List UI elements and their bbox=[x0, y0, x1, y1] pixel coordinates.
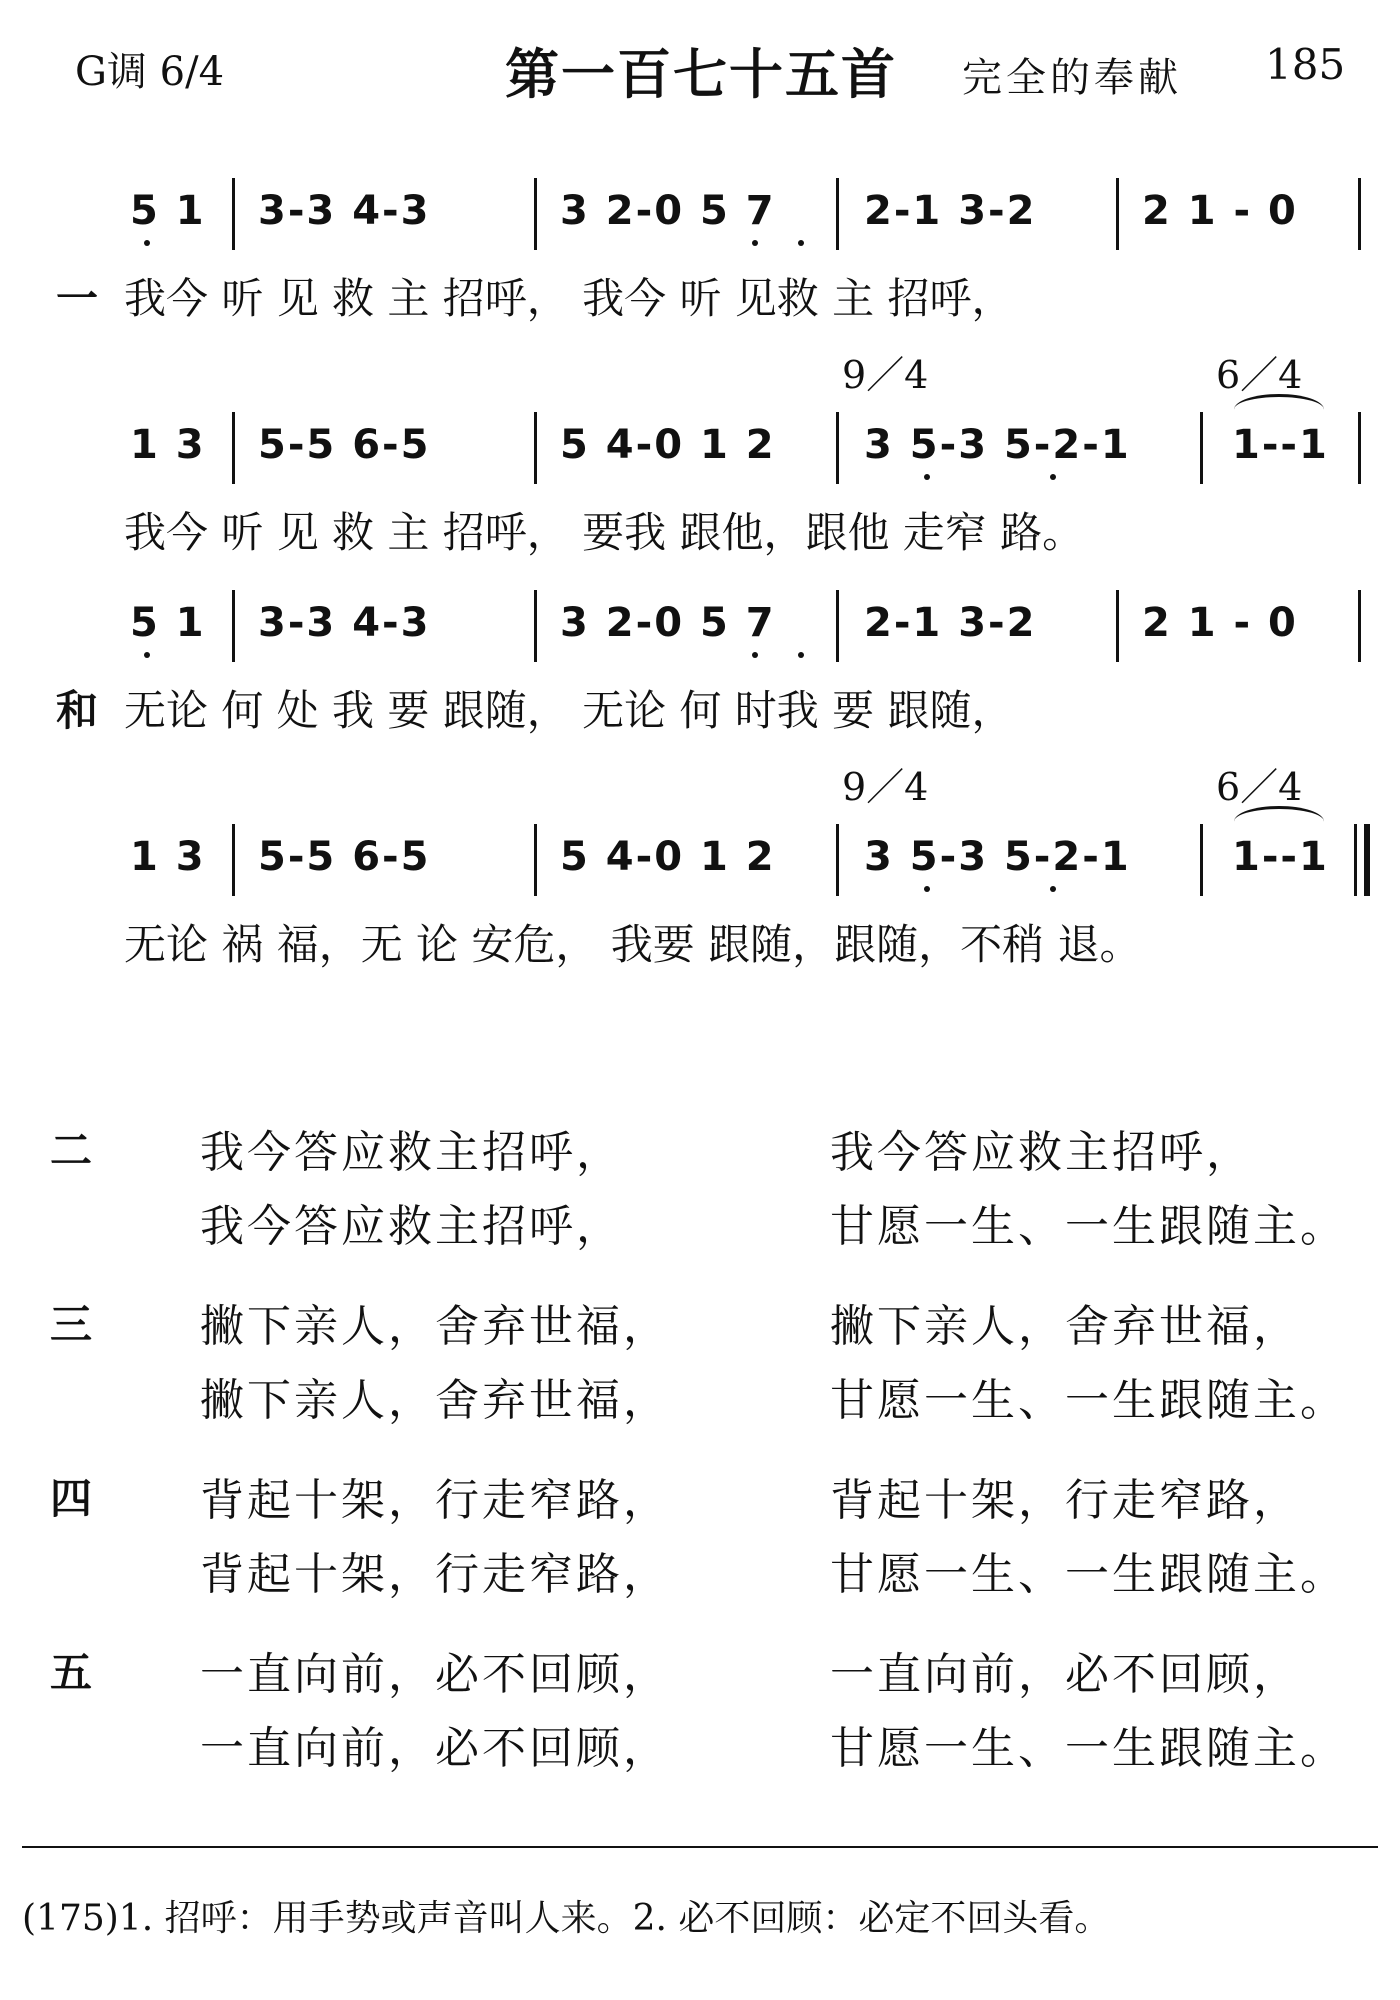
barline bbox=[232, 178, 235, 250]
barline bbox=[232, 590, 235, 662]
barline bbox=[1358, 412, 1361, 484]
octave-dot bbox=[144, 652, 150, 658]
verse-label: 五 bbox=[50, 1648, 93, 1697]
barline bbox=[534, 824, 537, 896]
measure: 3 5-3 5-2-1 bbox=[864, 422, 1131, 468]
verse-line: 甘愿一生、一生跟随主。 bbox=[830, 1201, 1347, 1252]
meter-change: 9／4 bbox=[842, 353, 929, 397]
octave-dot bbox=[924, 474, 930, 480]
measure: 5 4-0 1 2 bbox=[560, 422, 776, 468]
verse-line: 背起十架，行走窄路， bbox=[830, 1475, 1300, 1526]
measure: 2-1 3-2 bbox=[864, 188, 1037, 234]
measure: 3-3 4-3 bbox=[258, 600, 431, 646]
barline bbox=[1116, 590, 1119, 662]
barline bbox=[232, 824, 235, 896]
notation-row bbox=[0, 590, 1400, 670]
barline bbox=[1200, 824, 1203, 896]
barline bbox=[836, 178, 839, 250]
measure: 5 4-0 1 2 bbox=[560, 834, 776, 880]
verse-label: 三 bbox=[50, 1300, 93, 1349]
measure-pickup: 1 3 bbox=[130, 422, 206, 468]
verse-line: 我今答应救主招呼， bbox=[200, 1201, 623, 1252]
verse-number: 和 bbox=[56, 686, 99, 735]
barline bbox=[1200, 412, 1203, 484]
octave-dot bbox=[1050, 474, 1056, 480]
barline bbox=[836, 824, 839, 896]
measure: 1--1 bbox=[1232, 422, 1329, 468]
verse-line: 甘愿一生、一生跟随主。 bbox=[830, 1549, 1347, 1600]
verse-line: 一直向前，必不回顾， bbox=[200, 1723, 670, 1774]
hymn-subtitle: 完全的奉献 bbox=[962, 55, 1182, 101]
lyric-line: 无论 祸 福，无 论 安危， 我要 跟随，跟随，不稍 退。 bbox=[124, 920, 1142, 969]
octave-dot bbox=[924, 886, 930, 892]
measure: 3-3 4-3 bbox=[258, 188, 431, 234]
measure: 3 2-0 5 7 bbox=[560, 600, 776, 646]
measure: 3 5-3 5-2-1 bbox=[864, 834, 1131, 880]
footnote-divider bbox=[22, 1846, 1378, 1848]
notation-row bbox=[0, 412, 1400, 492]
octave-dot bbox=[144, 240, 150, 246]
verse-line: 我今答应救主招呼， bbox=[200, 1127, 623, 1178]
lyric-line: 无论 何 处 我 要 跟随， 无论 何 时我 要 跟随， bbox=[124, 686, 1014, 735]
octave-dot bbox=[1050, 886, 1056, 892]
notation-row bbox=[0, 178, 1400, 258]
measure: 1--1 bbox=[1232, 834, 1329, 880]
measure: 3 2-0 5 7 bbox=[560, 188, 776, 234]
measure: 5-5 6-5 bbox=[258, 834, 431, 880]
key-signature: G调 6/4 bbox=[75, 49, 225, 95]
measure: 5-5 6-5 bbox=[258, 422, 431, 468]
footnote: (175)1. 招呼：用手势或声音叫人来。2. 必不回顾：必定不回头看。 bbox=[22, 1898, 1111, 1939]
measure-pickup: 5 1 bbox=[130, 600, 206, 646]
meter-change: 9／4 bbox=[842, 765, 929, 809]
final-barline bbox=[1364, 824, 1370, 896]
barline bbox=[1358, 590, 1361, 662]
barline bbox=[836, 590, 839, 662]
octave-dot bbox=[752, 652, 758, 658]
barline bbox=[1354, 824, 1357, 896]
notation-row bbox=[0, 824, 1400, 904]
barline bbox=[1358, 178, 1361, 250]
measure: 2 1 - 0 bbox=[1142, 600, 1298, 646]
verse-line: 我今答应救主招呼， bbox=[830, 1127, 1253, 1178]
barline bbox=[232, 412, 235, 484]
octave-dot bbox=[752, 240, 758, 246]
barline bbox=[534, 412, 537, 484]
measure: 2 1 - 0 bbox=[1142, 188, 1298, 234]
octave-dot bbox=[798, 652, 804, 658]
verse-line: 甘愿一生、一生跟随主。 bbox=[830, 1723, 1347, 1774]
verse-number: 一 bbox=[56, 274, 99, 323]
barline bbox=[1116, 178, 1119, 250]
verse-line: 一直向前，必不回顾， bbox=[200, 1649, 670, 1700]
verse-line: 撇下亲人，舍弃世福， bbox=[200, 1375, 670, 1426]
verse-line: 背起十架，行走窄路， bbox=[200, 1475, 670, 1526]
meter-change: 6／4 bbox=[1216, 353, 1303, 397]
measure-pickup: 1 3 bbox=[130, 834, 206, 880]
verse-label: 二 bbox=[50, 1126, 93, 1175]
verse-line: 撇下亲人，舍弃世福， bbox=[830, 1301, 1300, 1352]
measure: 2-1 3-2 bbox=[864, 600, 1037, 646]
verse-line: 撇下亲人，舍弃世福， bbox=[200, 1301, 670, 1352]
verse-label: 四 bbox=[50, 1474, 93, 1523]
lyric-line: 我今 听 见 救 主 招呼， 我今 听 见救 主 招呼， bbox=[124, 274, 1014, 323]
lyric-line: 我今 听 见 救 主 招呼， 要我 跟他，跟他 走窄 路。 bbox=[124, 508, 1085, 557]
barline bbox=[534, 178, 537, 250]
octave-dot bbox=[798, 240, 804, 246]
barline bbox=[836, 412, 839, 484]
hymn-title: 第一百七十五首 bbox=[505, 43, 897, 106]
barline bbox=[534, 590, 537, 662]
verse-line: 甘愿一生、一生跟随主。 bbox=[830, 1375, 1347, 1426]
measure-pickup: 5 1 bbox=[130, 188, 206, 234]
page-number: 185 bbox=[1265, 40, 1346, 89]
meter-change: 6／4 bbox=[1216, 765, 1303, 809]
verse-line: 背起十架，行走窄路， bbox=[200, 1549, 670, 1600]
verse-line: 一直向前，必不回顾， bbox=[830, 1649, 1300, 1700]
